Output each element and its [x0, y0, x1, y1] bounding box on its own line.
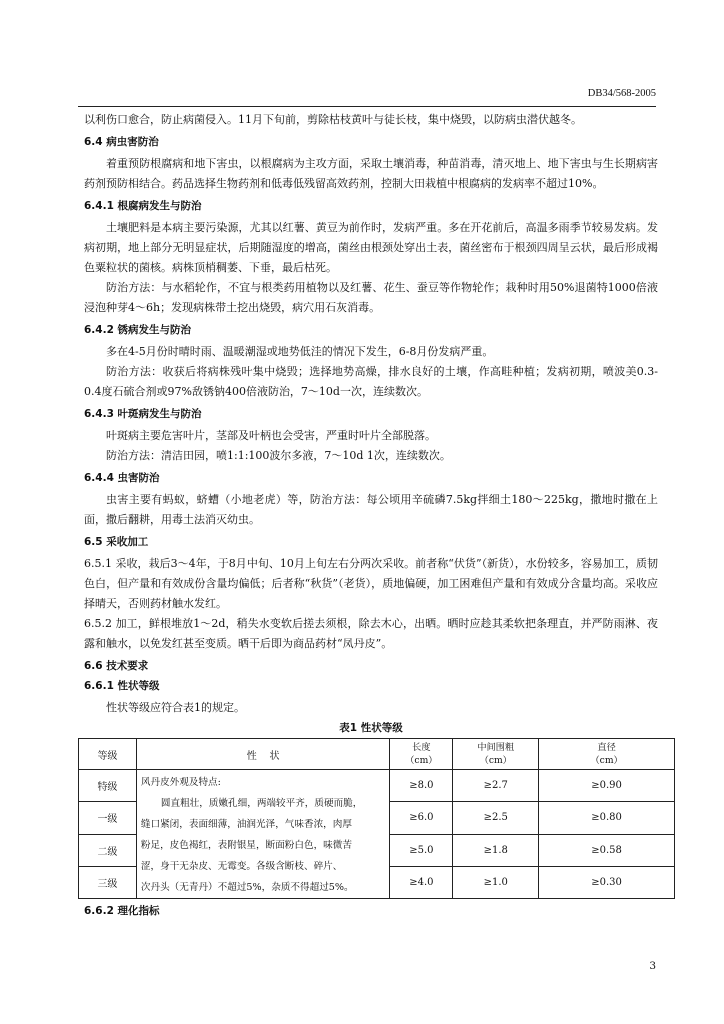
length-cell: ≥6.0 — [390, 802, 453, 834]
header-diameter — [539, 739, 675, 770]
grade-cell: 一级 — [79, 802, 137, 834]
paragraph: 土壤肥料是本病主要污染源，尤其以红薯、黄豆为前作时，发病严重。多在开花前后，高温多雨季节较易发病。发病初期，地上部分无明显症状，后期随湿度的增高，菌丝由根颈处穿出土表，菌丝密布于根颈四周呈云状，最后形成褐色粟粒状的菌核。病株顶梢稠萎、下垂，最后枯死。 — [84, 221, 658, 274]
diameter-cell: ≥0.80 — [539, 802, 675, 834]
paragraph: 着重预防根腐病和地下害虫，以根腐病为主攻方面，采取土壤消毒，种苗消毒，清灭地上、地下害虫与生长期病害药剂预防相结合。药品选择生物药剂和低毒低残留高效药剂，控制大田栽植中根腐病的发病率不超过10%。 — [84, 157, 658, 190]
header-length — [390, 739, 453, 770]
header-girth-label: 中间围粗 — [477, 742, 515, 753]
trait-line: 缝口紧闭，表面细薄，油润光泽，气味香浓，肉厚 — [140, 819, 352, 830]
header-grade: 等级 — [79, 739, 137, 770]
paragraph: 防治方法：与水稻轮作，不宜与根类药用植物以及红薯、花生、蚕豆等作物轮作；栽种时用50%退菌特1000倍液浸泡种芽4～6h；发现病株带土挖出烧毁，病穴用石灰消毒。 — [84, 281, 658, 314]
header-girth — [453, 739, 539, 770]
trait-line: 圆直粗壮，质嫩孔细，两端较平齐，质硬而脆， — [160, 798, 363, 809]
section-heading: 6.5 采收加工 — [84, 536, 149, 548]
table-row — [79, 770, 675, 802]
section-heading: 6.4.2 锈病发生与防治 — [84, 324, 192, 336]
table-header-row — [79, 739, 675, 770]
paragraph: 6.5.1 采收，栽后3～4年，于8月中旬、10月上旬左右分两次采收。前者称“伏货”（新货），水份较多，容易加工，质韧色白，但产量和有效成份含量均偏低；后者称“秋货”（老货），质地偏硬，加工困难但产量和有效成分含量均高。采收应择晴天，否则药材触水发红。 — [84, 557, 658, 610]
paragraph: 以利伤口愈合，防止病菌侵入。11月下旬前，剪除枯枝黄叶与徒长枝，集中烧毁，以防病虫潜伏越冬。 — [84, 113, 582, 126]
length-cell: ≥4.0 — [390, 866, 453, 898]
paragraph: 防治方法：清洁田园，喷1:1:100波尔多液，7～10d 1次，连续数次。 — [106, 449, 451, 462]
paragraph: 叶斑病主要危害叶片，茎部及叶柄也会受害，严重时叶片全部脱落。 — [106, 429, 436, 442]
girth-cell: ≥1.8 — [453, 834, 539, 866]
diameter-cell: ≥0.30 — [539, 866, 675, 898]
girth-cell: ≥1.0 — [453, 866, 539, 898]
paragraph: 虫害主要有蚂蚁，蛴螬（小地老虎）等，防治方法：每公顷用辛硫磷7.5kg拌细土180～225kg，撒地时撒在上面，撒后翻耕，用毒土法消灭幼虫。 — [84, 493, 658, 526]
section-heading: 6.4.3 叶斑病发生与防治 — [84, 408, 202, 420]
diameter-cell: ≥0.90 — [539, 770, 675, 802]
trait-line: 风丹皮外观及特点: — [140, 777, 221, 788]
section-heading: 6.4 病虫害防治 — [84, 136, 159, 148]
grade-cell: 三级 — [79, 866, 137, 898]
section-heading: 6.6.2 理化指标 — [84, 905, 160, 917]
paragraph: 多在4-5月份时晴时雨、温暖潮湿或地势低洼的情况下发生，6-8月份发病严重。 — [106, 345, 494, 358]
trait-description — [136, 770, 390, 899]
document-body — [84, 110, 658, 923]
paragraph: 性状等级应符合表1的规定。 — [106, 701, 245, 714]
header-length-unit: （cm） — [405, 755, 438, 766]
header-rule — [78, 106, 656, 107]
section-heading: 6.6.1 性状等级 — [84, 680, 160, 692]
length-cell: ≥8.0 — [390, 770, 453, 802]
page-number: 3 — [649, 960, 656, 972]
section-heading: 6.6 技术要求 — [84, 660, 149, 672]
girth-cell: ≥2.5 — [453, 802, 539, 834]
section-heading: 6.4.1 根腐病发生与防治 — [84, 200, 202, 212]
paragraph: 6.5.2 加工，鲜根堆放1～2d，稍失水变软后搓去须根，除去木心，出晒。晒时应趁其柔软把条理直，并严防雨淋、夜露和触水，以免发红甚至变质。晒干后即为商品药材“凤丹皮”。 — [84, 617, 658, 650]
diameter-cell: ≥0.58 — [539, 834, 675, 866]
header-diameter-label: 直径 — [597, 742, 616, 753]
trait-line: 涩，身干无杂皮、无霉变。各级含断枝、碎片、 — [140, 861, 343, 872]
length-cell: ≥5.0 — [390, 834, 453, 866]
girth-cell: ≥2.7 — [453, 770, 539, 802]
grade-cell: 特级 — [79, 770, 137, 802]
trait-line: 粉足，皮色褐红，表附银星，断面粉白色，味微苦 — [140, 840, 352, 851]
header-diameter-unit: （cm） — [590, 755, 623, 766]
table-caption: 表1 性状等级 — [339, 722, 403, 734]
header-length-label: 长度 — [412, 742, 431, 753]
grade-table — [78, 738, 675, 899]
text-flow — [84, 110, 658, 718]
paragraph: 防治方法：收获后将病株残叶集中烧毁；选择地势高燥，排水良好的土壤，作高畦种植；发病初期，喷波美0.3-0.4度石硫合剂或97%敌锈钠400倍液防治，7～10d一次，连续数次。 — [84, 365, 658, 398]
trait-line: 次丹头（无青丹）不超过5%，杂质不得超过5%。 — [140, 882, 354, 893]
grade-cell: 二级 — [79, 834, 137, 866]
standard-code: DB34/568-2005 — [587, 88, 656, 99]
section-heading: 6.4.4 虫害防治 — [84, 472, 160, 484]
header-trait: 性 状 — [136, 739, 390, 770]
header-girth-unit: （cm） — [479, 755, 512, 766]
